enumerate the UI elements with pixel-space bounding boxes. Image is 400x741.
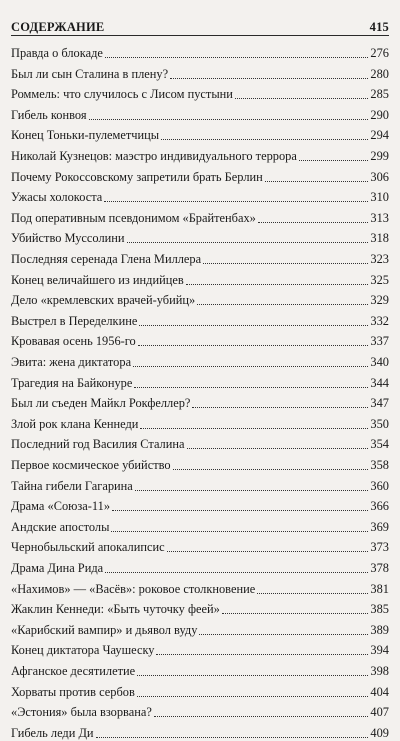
toc-dot-leader	[186, 284, 369, 285]
toc-entry-page: 358	[370, 457, 389, 472]
toc-dot-leader	[265, 181, 369, 182]
toc-entry-title: Трагедия на Байконуре	[11, 375, 133, 390]
toc-dot-leader	[96, 737, 369, 738]
toc-entry-page: 313	[370, 210, 389, 225]
toc-dot-leader	[167, 551, 369, 552]
toc-entry	[11, 226, 389, 247]
toc-entry-title: Гибель леди Ди	[11, 725, 94, 740]
toc-entry-title: Конец величайшего из индийцев	[11, 272, 184, 287]
toc-entry-page: 360	[370, 478, 389, 493]
toc-dot-leader	[139, 325, 368, 326]
toc-dot-leader	[104, 201, 368, 202]
toc-entry	[11, 576, 389, 597]
toc-entry-page: 347	[370, 396, 389, 411]
toc-dot-leader	[258, 222, 369, 223]
toc-entry	[11, 61, 389, 82]
toc-dot-leader	[235, 98, 369, 99]
toc-entry	[11, 288, 389, 309]
toc-entry-page: 299	[370, 149, 389, 164]
toc-entry-page: 280	[370, 66, 389, 81]
toc-entry	[11, 658, 389, 679]
toc-entry	[11, 164, 389, 185]
toc-entry-title: Жаклин Кеннеди: «Быть чуточку феей»	[11, 602, 220, 617]
toc-entry-page: 385	[370, 602, 389, 617]
toc-entry-title: Последний год Василия Сталина	[11, 437, 185, 452]
toc-entry	[11, 246, 389, 267]
toc-dot-leader	[137, 696, 369, 697]
toc-entry-title: Эвита: жена диктатора	[11, 355, 132, 369]
toc-entry-page: 318	[370, 231, 389, 246]
toc-entry	[11, 700, 389, 721]
toc-entry-page: 354	[370, 437, 389, 452]
toc-entry-title: Дело «кремлевских врачей-убийц»	[11, 293, 196, 308]
running-header	[11, 15, 389, 35]
toc-entry-page: 332	[370, 313, 389, 328]
toc-entry-page: 381	[370, 581, 389, 596]
toc-entry-title: Выстрел в Переделкине	[11, 313, 138, 328]
toc-entry-page: 340	[370, 355, 389, 369]
toc-entry-title: Правда о блокаде	[11, 46, 103, 61]
toc-entry-page: 323	[370, 252, 389, 267]
toc-entry-page: 404	[370, 684, 389, 699]
toc-dot-leader	[89, 119, 369, 120]
toc-dot-leader	[112, 510, 368, 511]
toc-entry	[11, 370, 389, 391]
toc-dot-leader	[138, 345, 369, 346]
toc-entry	[11, 617, 389, 638]
toc-entry-page: 350	[370, 416, 389, 431]
toc-entry-page: 294	[370, 128, 389, 143]
toc-entry-title: Был ли съеден Майкл Рокфеллер?	[11, 396, 191, 411]
toc-entry-page: 325	[370, 272, 389, 287]
toc-entry-title: Андские апостолы	[11, 519, 110, 534]
toc-dot-leader	[111, 531, 368, 532]
toc-entry	[11, 514, 389, 535]
toc-entry-page: 389	[370, 622, 389, 637]
toc-dot-leader	[199, 634, 368, 635]
toc-dot-leader	[156, 654, 368, 655]
toc-entry-title: Драма «Союза-11»	[11, 499, 111, 514]
toc-entry	[11, 185, 389, 206]
toc-entry	[11, 452, 389, 473]
toc-dot-leader	[105, 57, 369, 58]
toc-entry-title: Был ли сын Сталина в плену?	[11, 66, 169, 81]
toc-entry-page: 290	[370, 107, 389, 122]
section-title: СОДЕРЖАНИЕ	[11, 20, 105, 34]
toc-dot-leader	[161, 139, 368, 140]
toc-entry-title: Кровавая осень 1956-го	[11, 334, 136, 349]
toc-entry	[11, 494, 389, 515]
toc-entry	[11, 82, 389, 103]
toc-dot-leader	[170, 78, 368, 79]
toc-entry-title: «Эстония» была взорвана?	[11, 705, 152, 720]
toc-dot-leader	[135, 490, 369, 491]
toc-entry-title: Николай Кузнецов: маэстро индивидуального террора	[11, 149, 297, 164]
toc-entry-page: 329	[370, 293, 389, 308]
toc-entry-page: 344	[370, 375, 389, 390]
toc-entry-page: 366	[370, 499, 389, 514]
toc-entry	[11, 41, 389, 62]
toc-entry	[11, 308, 389, 329]
toc-entry	[11, 267, 389, 288]
toc-entry-page: 310	[370, 190, 389, 205]
toc-entry-title: Афганское десятилетие	[11, 663, 136, 678]
toc-entry-title: Чернобыльский апокалипсис	[11, 540, 165, 555]
toc-entry-title: Драма Дина Рида	[11, 560, 104, 575]
toc-entry	[11, 535, 389, 556]
toc-dot-leader	[154, 716, 369, 717]
toc-entry-page: 276	[370, 46, 389, 61]
toc-entry	[11, 555, 389, 576]
toc-entry	[11, 432, 389, 453]
toc-entry-page: 394	[370, 643, 389, 658]
toc-dot-leader	[140, 428, 368, 429]
toc-entry-page: 337	[370, 334, 389, 349]
toc-entry-page: 285	[370, 87, 389, 102]
toc-dot-leader	[134, 387, 368, 388]
toc-dot-leader	[203, 263, 368, 264]
toc-entry-title: Под оперативным псевдонимом «Брайтенбах»	[11, 210, 256, 225]
toc-entry-title: «Нахимов» — «Васёв»: роковое столкновение	[11, 581, 256, 596]
toc-entry-title: Конец диктатора Чаушеску	[11, 643, 155, 658]
toc-dot-leader	[105, 572, 368, 573]
toc-dot-leader	[299, 160, 369, 161]
toc-entry-title: Последняя серенада Глена Миллера	[11, 252, 202, 267]
toc-dot-leader	[137, 675, 368, 676]
toc-entry	[11, 473, 389, 494]
toc-entry-title: Почему Рокоссовскому запретили брать Берлин	[11, 169, 263, 184]
toc-entry-title: Злой рок клана Кеннеди	[11, 416, 139, 431]
header-rule	[11, 35, 389, 36]
toc-entry	[11, 143, 389, 164]
toc-entry	[11, 349, 389, 370]
table-of-contents	[11, 41, 389, 741]
toc-entry	[11, 205, 389, 226]
toc-entry-page: 398	[370, 663, 389, 678]
toc-entry-title: Тайна гибели Гагарина	[11, 478, 133, 493]
page-number: 415	[369, 20, 389, 34]
toc-entry-page: 409	[370, 725, 389, 740]
toc-entry	[11, 102, 389, 123]
toc-entry	[11, 391, 389, 412]
toc-entry-title: Хорваты против сербов	[11, 684, 135, 699]
toc-dot-leader	[173, 469, 369, 470]
toc-dot-leader	[222, 613, 369, 614]
toc-entry	[11, 411, 389, 432]
toc-entry	[11, 123, 389, 144]
toc-dot-leader	[192, 407, 368, 408]
toc-entry	[11, 720, 389, 741]
toc-entry-page: 378	[370, 560, 389, 575]
toc-entry	[11, 638, 389, 659]
toc-entry-title: «Карибский вампир» и дьявол вуду	[11, 622, 198, 637]
toc-entry	[11, 597, 389, 618]
toc-dot-leader	[127, 242, 369, 243]
toc-dot-leader	[197, 304, 368, 305]
toc-entry-title: Первое космическое убийство	[11, 457, 171, 472]
toc-entry-title: Гибель конвоя	[11, 107, 87, 122]
toc-dot-leader	[257, 593, 368, 594]
toc-entry-page: 306	[370, 169, 389, 184]
toc-dot-leader	[187, 448, 369, 449]
toc-entry-page: 369	[370, 519, 389, 534]
toc-entry-title: Ужасы холокоста	[11, 190, 103, 205]
toc-entry-title: Роммель: что случилось с Лисом пустыни	[11, 87, 233, 102]
toc-entry-title: Конец Тоньки-пулеметчицы	[11, 128, 160, 143]
toc-entry-page: 407	[370, 705, 389, 720]
toc-entry	[11, 679, 389, 700]
toc-entry-page: 373	[370, 540, 389, 555]
toc-dot-leader	[133, 366, 368, 367]
toc-entry	[11, 329, 389, 350]
toc-entry-title: Убийство Муссолини	[11, 231, 125, 246]
